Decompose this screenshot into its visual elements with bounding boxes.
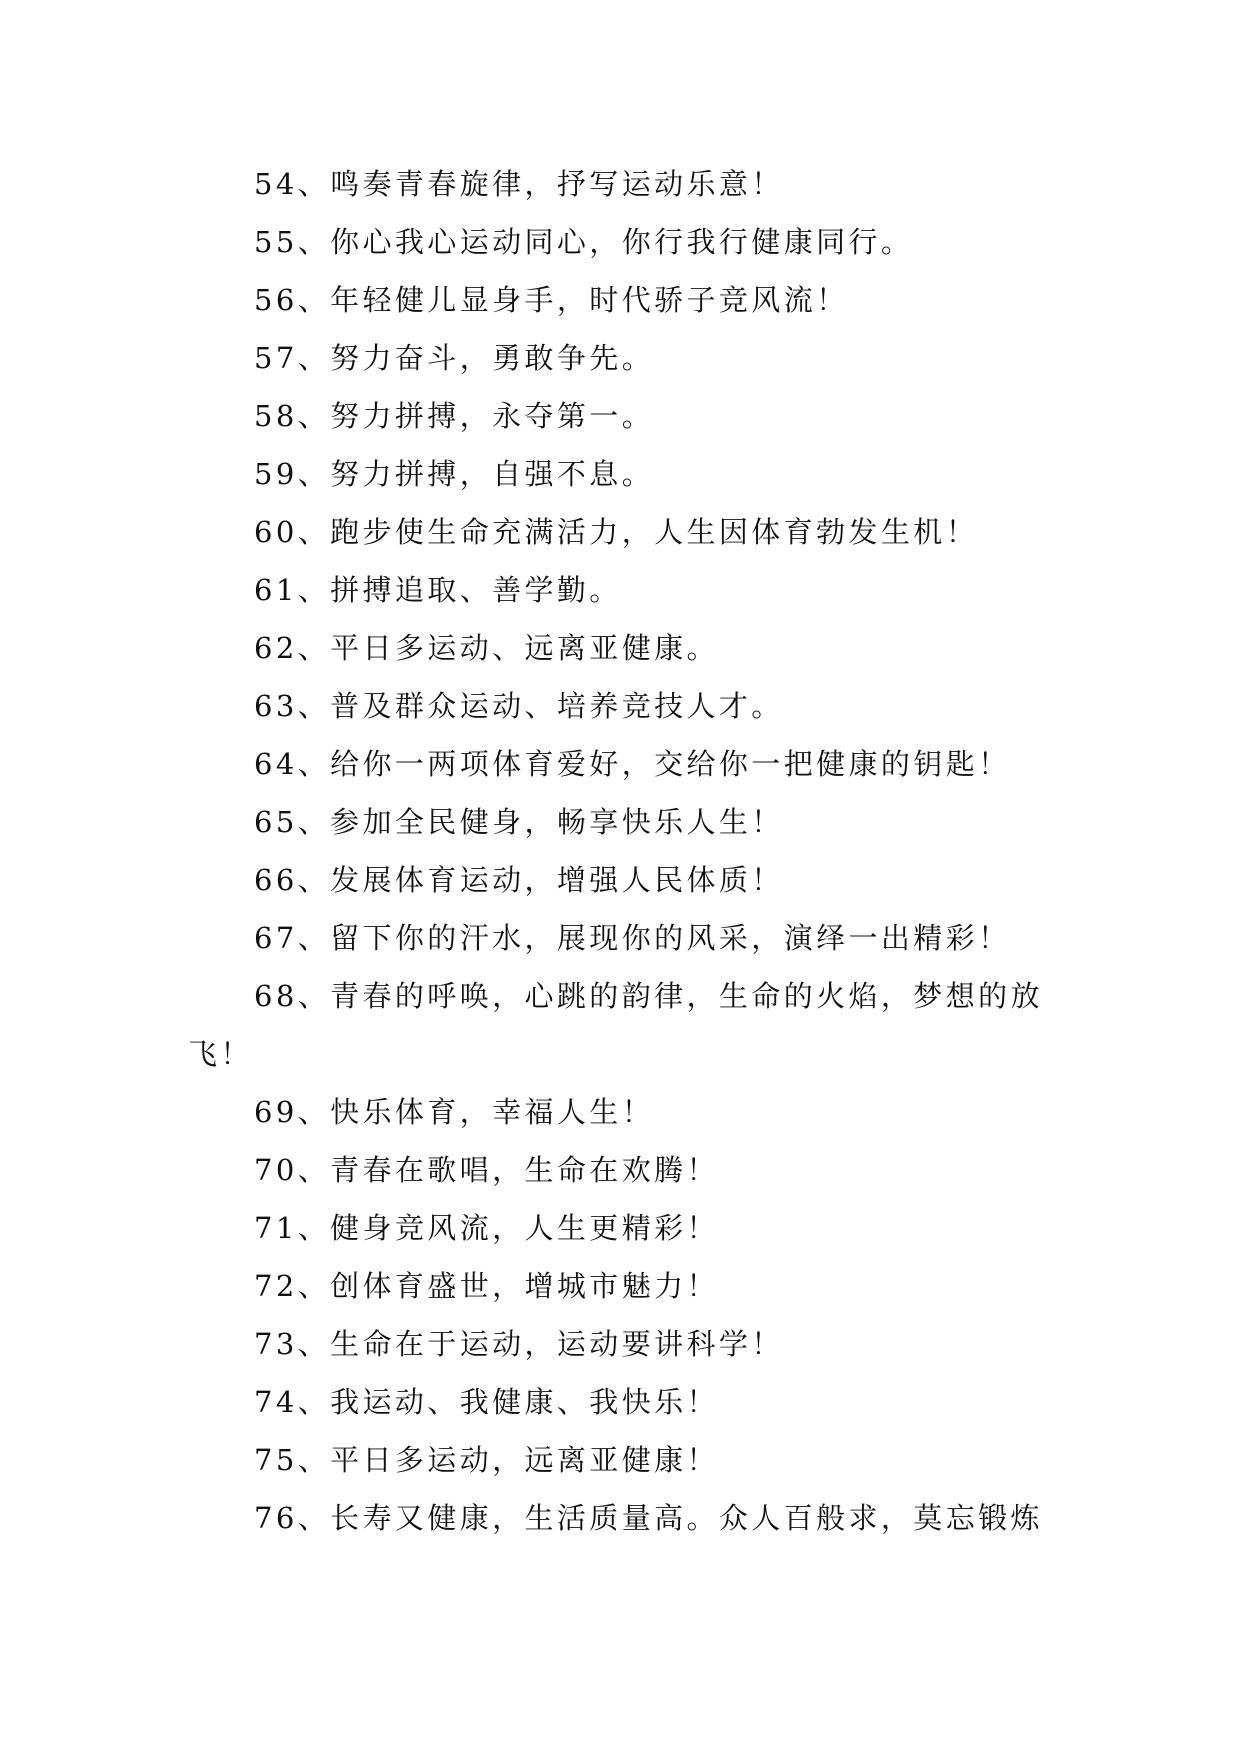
slogan-69: 69、快乐体育，幸福人生！ [254,1095,655,1129]
slogan-73: 73、生命在于运动，运动要讲科学！ [254,1327,784,1361]
slogan-72: 72、创体育盛世，增城市魅力！ [254,1269,719,1303]
slogan-64: 64、给你一两项体育爱好，交给你一把健康的钥匙！ [254,747,1011,781]
slogan-57: 57、努力奋斗，勇敢争先。 [254,341,655,375]
slogan-54: 54、鸣奏青春旋律，抒写运动乐意！ [254,167,784,201]
slogan-71: 71、健身竞风流，人生更精彩！ [254,1211,719,1245]
slogan-67: 67、留下你的汗水，展现你的风采，演绎一出精彩！ [254,921,1011,955]
slogan-66: 66、发展体育运动，增强人民体质！ [254,863,784,897]
slogan-56: 56、年轻健儿显身手，时代骄子竞风流！ [254,283,849,317]
slogan-68-continued: 飞！ [188,1037,253,1071]
slogan-61: 61、拼搏追取、善学勤。 [254,573,622,607]
slogan-59: 59、努力拼搏，自强不息。 [254,457,655,491]
slogan-70: 70、青春在歌唱，生命在欢腾！ [254,1153,719,1187]
slogan-60: 60、跑步使生命充满活力，人生因体育勃发生机！ [254,515,979,549]
slogan-55: 55、你心我心运动同心，你行我行健康同行。 [254,225,914,259]
slogan-76: 76、长寿又健康，生活质量高。众人百般求，莫忘锻炼 [254,1501,1043,1535]
slogan-65: 65、参加全民健身，畅享快乐人生！ [254,805,784,839]
slogan-62: 62、平日多运动、远离亚健康。 [254,631,719,665]
slogan-74: 74、我运动、我健康、我快乐！ [254,1385,719,1419]
slogan-63: 63、普及群众运动、培养竞技人才。 [254,689,784,723]
slogan-68: 68、青春的呼唤，心跳的韵律，生命的火焰，梦想的放 [254,979,1043,1013]
slogan-58: 58、努力拼搏，永夺第一。 [254,399,655,433]
slogan-75: 75、平日多运动，远离亚健康！ [254,1443,719,1477]
